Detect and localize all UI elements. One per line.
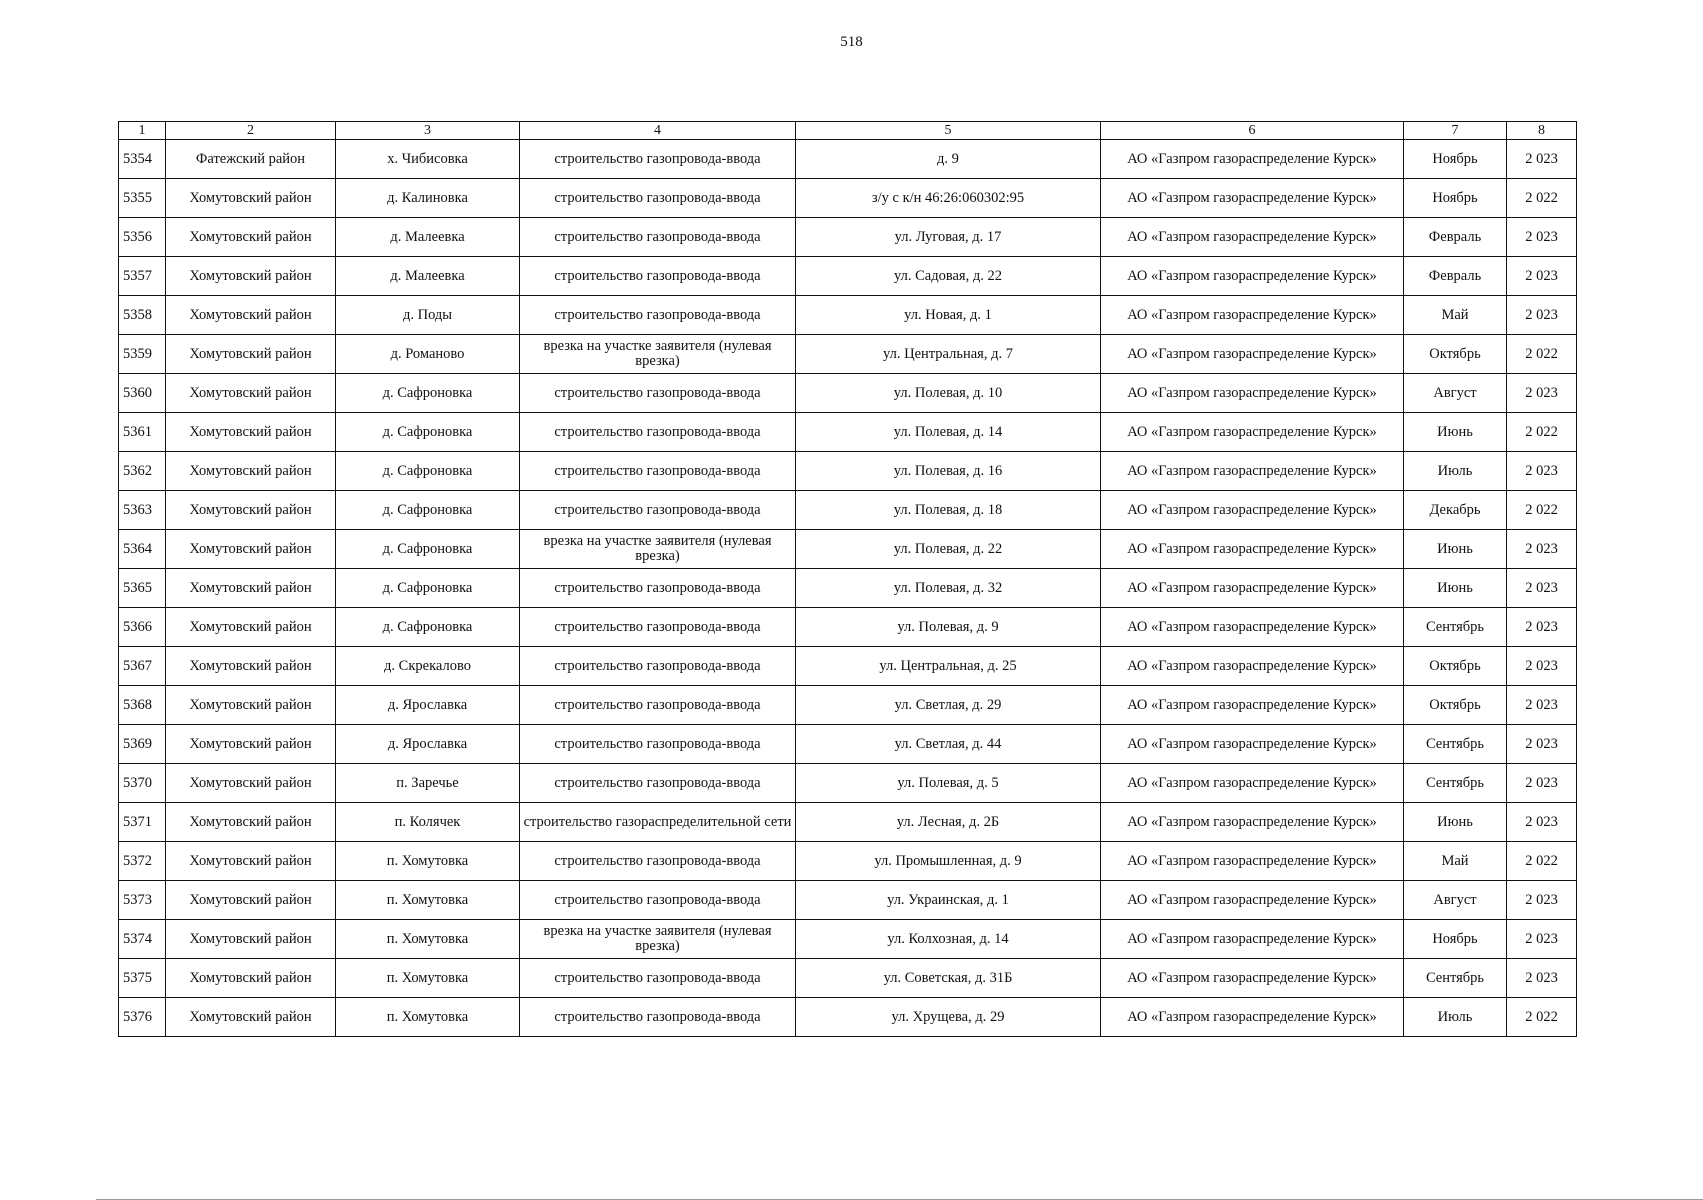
address-cell: ул. Хрущева, д. 29	[796, 998, 1101, 1037]
table-row	[119, 998, 1577, 1037]
address-cell: ул. Промышленная, д. 9	[796, 842, 1101, 881]
year-cell: 2 023	[1507, 257, 1577, 296]
work-type-cell: строительство газопровода-ввода	[520, 218, 796, 257]
locality-cell: п. Хомутовка	[336, 881, 520, 920]
work-type-cell: строительство газопровода-ввода	[520, 296, 796, 335]
table-row	[119, 647, 1577, 686]
district-cell: Хомутовский район	[166, 452, 336, 491]
year-cell: 2 023	[1507, 764, 1577, 803]
table-row	[119, 764, 1577, 803]
district-cell: Хомутовский район	[166, 686, 336, 725]
table-row	[119, 569, 1577, 608]
address-cell: ул. Полевая, д. 14	[796, 413, 1101, 452]
organization-cell: АО «Газпром газораспределение Курск»	[1101, 686, 1404, 725]
address-cell: ул. Колхозная, д. 14	[796, 920, 1101, 959]
address-cell: ул. Украинская, д. 1	[796, 881, 1101, 920]
district-cell: Хомутовский район	[166, 959, 336, 998]
year-cell: 2 023	[1507, 803, 1577, 842]
row-number-cell: 5360	[119, 374, 166, 413]
work-type-cell: строительство газопровода-ввода	[520, 881, 796, 920]
table-row	[119, 335, 1577, 374]
district-cell: Хомутовский район	[166, 803, 336, 842]
address-cell: ул. Лесная, д. 2Б	[796, 803, 1101, 842]
work-type-cell: строительство газопровода-ввода	[520, 647, 796, 686]
work-type-cell: строительство газопровода-ввода	[520, 257, 796, 296]
organization-cell: АО «Газпром газораспределение Курск»	[1101, 959, 1404, 998]
year-cell: 2 023	[1507, 608, 1577, 647]
address-cell: ул. Светлая, д. 29	[796, 686, 1101, 725]
month-cell: Май	[1404, 842, 1507, 881]
district-cell: Хомутовский район	[166, 569, 336, 608]
table-row	[119, 491, 1577, 530]
organization-cell: АО «Газпром газораспределение Курск»	[1101, 764, 1404, 803]
month-cell: Сентябрь	[1404, 725, 1507, 764]
address-cell: ул. Центральная, д. 7	[796, 335, 1101, 374]
month-cell: Август	[1404, 881, 1507, 920]
month-cell: Сентябрь	[1404, 764, 1507, 803]
organization-cell: АО «Газпром газораспределение Курск»	[1101, 452, 1404, 491]
district-cell: Хомутовский район	[166, 842, 336, 881]
month-cell: Октябрь	[1404, 335, 1507, 374]
table-row	[119, 959, 1577, 998]
locality-cell: д. Сафроновка	[336, 452, 520, 491]
year-cell: 2 022	[1507, 179, 1577, 218]
work-type-cell: строительство газопровода-ввода	[520, 179, 796, 218]
address-cell: ул. Полевая, д. 22	[796, 530, 1101, 569]
year-cell: 2 023	[1507, 218, 1577, 257]
organization-cell: АО «Газпром газораспределение Курск»	[1101, 374, 1404, 413]
organization-cell: АО «Газпром газораспределение Курск»	[1101, 803, 1404, 842]
table-row	[119, 725, 1577, 764]
page-number: 518	[840, 34, 863, 50]
organization-cell: АО «Газпром газораспределение Курск»	[1101, 920, 1404, 959]
address-cell: ул. Луговая, д. 17	[796, 218, 1101, 257]
column-number-header-row	[119, 122, 1577, 140]
year-cell: 2 023	[1507, 725, 1577, 764]
year-cell: 2 023	[1507, 569, 1577, 608]
table-row	[119, 179, 1577, 218]
row-number-cell: 5364	[119, 530, 166, 569]
row-number-cell: 5357	[119, 257, 166, 296]
work-type-cell: строительство газопровода-ввода	[520, 998, 796, 1037]
year-cell: 2 022	[1507, 413, 1577, 452]
row-number-cell: 5362	[119, 452, 166, 491]
district-cell: Хомутовский район	[166, 998, 336, 1037]
column-header: 7	[1404, 122, 1507, 140]
row-number-cell: 5367	[119, 647, 166, 686]
locality-cell: д. Романово	[336, 335, 520, 374]
address-cell: ул. Светлая, д. 44	[796, 725, 1101, 764]
address-cell: ул. Полевая, д. 10	[796, 374, 1101, 413]
column-header: 1	[119, 122, 166, 140]
locality-cell: д. Ярославка	[336, 686, 520, 725]
work-type-cell: строительство газопровода-ввода	[520, 140, 796, 179]
month-cell: Июнь	[1404, 530, 1507, 569]
organization-cell: АО «Газпром газораспределение Курск»	[1101, 140, 1404, 179]
organization-cell: АО «Газпром газораспределение Курск»	[1101, 569, 1404, 608]
organization-cell: АО «Газпром газораспределение Курск»	[1101, 257, 1404, 296]
table-row	[119, 218, 1577, 257]
table-row	[119, 881, 1577, 920]
organization-cell: АО «Газпром газораспределение Курск»	[1101, 647, 1404, 686]
district-cell: Фатежский район	[166, 140, 336, 179]
row-number-cell: 5365	[119, 569, 166, 608]
year-cell: 2 022	[1507, 491, 1577, 530]
work-type-cell: строительство газопровода-ввода	[520, 608, 796, 647]
locality-cell: д. Скрекалово	[336, 647, 520, 686]
locality-cell: х. Чибисовка	[336, 140, 520, 179]
year-cell: 2 023	[1507, 374, 1577, 413]
district-cell: Хомутовский район	[166, 374, 336, 413]
district-cell: Хомутовский район	[166, 296, 336, 335]
work-type-cell: строительство газопровода-ввода	[520, 452, 796, 491]
locality-cell: п. Заречье	[336, 764, 520, 803]
address-cell: ул. Полевая, д. 32	[796, 569, 1101, 608]
month-cell: Февраль	[1404, 218, 1507, 257]
month-cell: Февраль	[1404, 257, 1507, 296]
work-type-cell: строительство газопровода-ввода	[520, 569, 796, 608]
row-number-cell: 5363	[119, 491, 166, 530]
year-cell: 2 023	[1507, 296, 1577, 335]
month-cell: Ноябрь	[1404, 920, 1507, 959]
locality-cell: п. Колячек	[336, 803, 520, 842]
month-cell: Август	[1404, 374, 1507, 413]
district-cell: Хомутовский район	[166, 530, 336, 569]
table-row	[119, 140, 1577, 179]
row-number-cell: 5355	[119, 179, 166, 218]
address-cell: ул. Полевая, д. 18	[796, 491, 1101, 530]
row-number-cell: 5368	[119, 686, 166, 725]
locality-cell: д. Сафроновка	[336, 608, 520, 647]
organization-cell: АО «Газпром газораспределение Курск»	[1101, 530, 1404, 569]
table-row	[119, 257, 1577, 296]
column-header: 6	[1101, 122, 1404, 140]
column-header: 3	[336, 122, 520, 140]
month-cell: Ноябрь	[1404, 179, 1507, 218]
address-cell: з/у с к/н 46:26:060302:95	[796, 179, 1101, 218]
locality-cell: д. Малеевка	[336, 218, 520, 257]
address-cell: ул. Советская, д. 31Б	[796, 959, 1101, 998]
table-row	[119, 842, 1577, 881]
locality-cell: д. Сафроновка	[336, 374, 520, 413]
row-number-cell: 5370	[119, 764, 166, 803]
locality-cell: д. Сафроновка	[336, 530, 520, 569]
locality-cell: д. Ярославка	[336, 725, 520, 764]
row-number-cell: 5374	[119, 920, 166, 959]
year-cell: 2 022	[1507, 842, 1577, 881]
year-cell: 2 023	[1507, 647, 1577, 686]
month-cell: Июль	[1404, 998, 1507, 1037]
row-number-cell: 5366	[119, 608, 166, 647]
month-cell: Май	[1404, 296, 1507, 335]
column-header: 2	[166, 122, 336, 140]
organization-cell: АО «Газпром газораспределение Курск»	[1101, 491, 1404, 530]
address-cell: ул. Полевая, д. 5	[796, 764, 1101, 803]
table-row	[119, 608, 1577, 647]
row-number-cell: 5376	[119, 998, 166, 1037]
year-cell: 2 022	[1507, 998, 1577, 1037]
month-cell: Июнь	[1404, 569, 1507, 608]
month-cell: Июнь	[1404, 803, 1507, 842]
district-cell: Хомутовский район	[166, 920, 336, 959]
month-cell: Сентябрь	[1404, 959, 1507, 998]
locality-cell: п. Хомутовка	[336, 920, 520, 959]
year-cell: 2 023	[1507, 140, 1577, 179]
district-cell: Хомутовский район	[166, 881, 336, 920]
row-number-cell: 5361	[119, 413, 166, 452]
row-number-cell: 5371	[119, 803, 166, 842]
organization-cell: АО «Газпром газораспределение Курск»	[1101, 608, 1404, 647]
row-number-cell: 5359	[119, 335, 166, 374]
locality-cell: д. Сафроновка	[336, 569, 520, 608]
month-cell: Ноябрь	[1404, 140, 1507, 179]
table-row	[119, 413, 1577, 452]
table-row	[119, 686, 1577, 725]
work-type-cell: строительство газопровода-ввода	[520, 725, 796, 764]
district-cell: Хомутовский район	[166, 218, 336, 257]
district-cell: Хомутовский район	[166, 413, 336, 452]
address-cell: ул. Полевая, д. 9	[796, 608, 1101, 647]
district-cell: Хомутовский район	[166, 335, 336, 374]
table-row	[119, 374, 1577, 413]
organization-cell: АО «Газпром газораспределение Курск»	[1101, 218, 1404, 257]
district-cell: Хомутовский район	[166, 647, 336, 686]
address-cell: ул. Центральная, д. 25	[796, 647, 1101, 686]
organization-cell: АО «Газпром газораспределение Курск»	[1101, 725, 1404, 764]
organization-cell: АО «Газпром газораспределение Курск»	[1101, 842, 1404, 881]
district-cell: Хомутовский район	[166, 764, 336, 803]
locality-cell: д. Поды	[336, 296, 520, 335]
organization-cell: АО «Газпром газораспределение Курск»	[1101, 881, 1404, 920]
district-cell: Хомутовский район	[166, 491, 336, 530]
column-header: 8	[1507, 122, 1577, 140]
locality-cell: д. Сафроновка	[336, 491, 520, 530]
locality-cell: д. Малеевка	[336, 257, 520, 296]
year-cell: 2 022	[1507, 335, 1577, 374]
table-row	[119, 296, 1577, 335]
month-cell: Июнь	[1404, 413, 1507, 452]
work-type-cell: врезка на участке заявителя (нулевая врезка)	[520, 530, 796, 569]
row-number-cell: 5372	[119, 842, 166, 881]
locality-cell: д. Сафроновка	[336, 413, 520, 452]
district-cell: Хомутовский район	[166, 257, 336, 296]
month-cell: Сентябрь	[1404, 608, 1507, 647]
organization-cell: АО «Газпром газораспределение Курск»	[1101, 335, 1404, 374]
table-body	[119, 140, 1577, 1037]
month-cell: Июль	[1404, 452, 1507, 491]
district-cell: Хомутовский район	[166, 179, 336, 218]
work-type-cell: врезка на участке заявителя (нулевая врезка)	[520, 335, 796, 374]
locality-cell: д. Калиновка	[336, 179, 520, 218]
gas-connection-table	[118, 121, 1577, 1037]
locality-cell: п. Хомутовка	[336, 998, 520, 1037]
month-cell: Октябрь	[1404, 686, 1507, 725]
organization-cell: АО «Газпром газораспределение Курск»	[1101, 296, 1404, 335]
work-type-cell: строительство газораспределительной сети	[520, 803, 796, 842]
work-type-cell: строительство газопровода-ввода	[520, 842, 796, 881]
column-header: 4	[520, 122, 796, 140]
year-cell: 2 023	[1507, 959, 1577, 998]
year-cell: 2 023	[1507, 530, 1577, 569]
address-cell: д. 9	[796, 140, 1101, 179]
year-cell: 2 023	[1507, 920, 1577, 959]
work-type-cell: строительство газопровода-ввода	[520, 374, 796, 413]
row-number-cell: 5356	[119, 218, 166, 257]
table-row	[119, 452, 1577, 491]
address-cell: ул. Новая, д. 1	[796, 296, 1101, 335]
row-number-cell: 5373	[119, 881, 166, 920]
row-number-cell: 5358	[119, 296, 166, 335]
work-type-cell: строительство газопровода-ввода	[520, 686, 796, 725]
table-row	[119, 803, 1577, 842]
address-cell: ул. Полевая, д. 16	[796, 452, 1101, 491]
organization-cell: АО «Газпром газораспределение Курск»	[1101, 179, 1404, 218]
work-type-cell: врезка на участке заявителя (нулевая врезка)	[520, 920, 796, 959]
district-cell: Хомутовский район	[166, 608, 336, 647]
locality-cell: п. Хомутовка	[336, 842, 520, 881]
work-type-cell: строительство газопровода-ввода	[520, 491, 796, 530]
locality-cell: п. Хомутовка	[336, 959, 520, 998]
column-header: 5	[796, 122, 1101, 140]
table-row	[119, 920, 1577, 959]
work-type-cell: строительство газопровода-ввода	[520, 413, 796, 452]
organization-cell: АО «Газпром газораспределение Курск»	[1101, 413, 1404, 452]
district-cell: Хомутовский район	[166, 725, 336, 764]
row-number-cell: 5354	[119, 140, 166, 179]
year-cell: 2 023	[1507, 881, 1577, 920]
row-number-cell: 5369	[119, 725, 166, 764]
year-cell: 2 023	[1507, 686, 1577, 725]
year-cell: 2 023	[1507, 452, 1577, 491]
month-cell: Октябрь	[1404, 647, 1507, 686]
address-cell: ул. Садовая, д. 22	[796, 257, 1101, 296]
table-row	[119, 530, 1577, 569]
work-type-cell: строительство газопровода-ввода	[520, 764, 796, 803]
month-cell: Декабрь	[1404, 491, 1507, 530]
row-number-cell: 5375	[119, 959, 166, 998]
organization-cell: АО «Газпром газораспределение Курск»	[1101, 998, 1404, 1037]
work-type-cell: строительство газопровода-ввода	[520, 959, 796, 998]
